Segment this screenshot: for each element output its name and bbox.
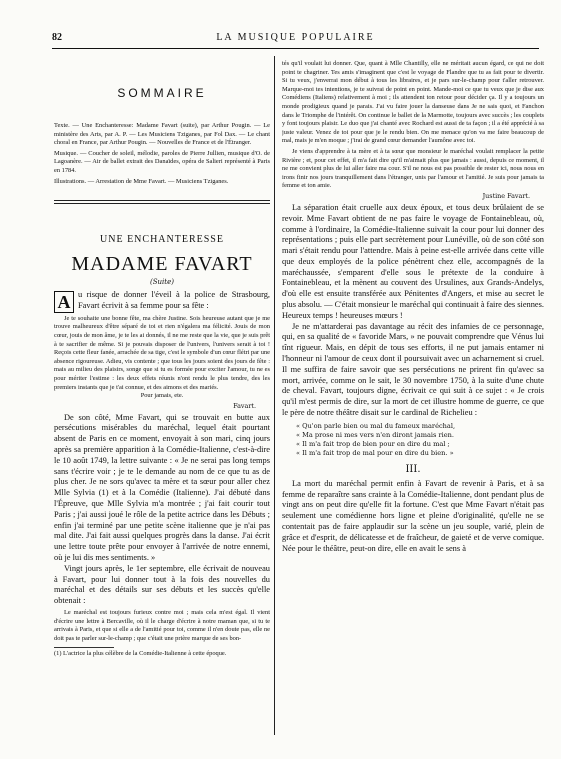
intro-block (54, 290, 270, 312)
page-number: 82 (52, 32, 62, 43)
body-paragraph-2: Vingt jours après, le 1er septembre, elle écrivait de nouveau à Favart, pour lui donner tout à la fois des nouvelles du maréchal et des détails sur ses débuts et les succès qu'elle obtenait : (54, 563, 270, 606)
body-paragraph-5: La mort du maréchal permit enfin à Favart de revenir à Paris, et à sa femme de reparaître sans crainte à la Comédie-Italienne, dont pendant plus de vingt ans on peut dire qu'elle fit la fortune. C'est que Mme Favart n'était pas seulement une comédienne hors ligne et pleine d'originalité, qu'elle ne se contentait pas de faire applaudir sur la scène un jeu souple, varié, plein de grâce et d'esprit, de délicatesse et de fraîcheur, de gaieté et de verve comique. Née pour le théâtre, peut-on dire, elle en avait le sens à (282, 478, 544, 553)
header-rule (52, 48, 539, 49)
journal-title: LA MUSIQUE POPULAIRE (216, 32, 375, 43)
letter-continuation: tés qu'il voulait lui donner. Que, quant à Mlle Chantilly, elle ne méritait aucun égard, ce qui ne doit point te chagriner. Tes amis s'imaginent que c'est le voyage de Flandre que tu as fait pour te divertir. Si tu veux, j'enverrai mon début à tous les libraires, et je pars sur-le-champ pour t'aller retrouver. Marque-moi tes intentions, je te suivrai de point en point. Mande-moi ce que tu veux que je dise aux Comédiens (Italiens) relativement à moi ; ils attendent ton retour pour décider ça. Il y a toujours un monde prodigieux quand je parais. J'ai vu faire jouer la danseuse dans Je ne sais quoi, et Fanchon dans le Triomphe de l'intérêt. On continue le ballet de la Marmotte, toujours avec succès ; les couplets y font toujours plaisir. Le duo que j'ai chanté avec Rochard est aussi de ta façon ; il a été apprécié à sa juste valeur. Venez de toi pour que je le rendu bien. On me menace qu'on va me faire beaucoup de mal, mais je m'en moque ; j'irai de grand cœur demander l'aumône avec toi. (282, 60, 544, 145)
footnote-rule (54, 647, 114, 648)
quote-line: « Qu'on parle bien ou mal du fameux maréchal, (296, 421, 456, 430)
letter-paragraph: Je te souhaite une bonne fête, ma chère Justine. Sois heureuse autant que je me trouve malheureux d'être séparé de toi et rien n'égalera ma félicité. Jouis de mon cœur, jouis de mon âme, je te les ai donnés, il ne me reste que la vie, que je suis prêt à te sacrifier de même. Si je pouvais disposer de l'univers, l'univers serait à toi ! Reçois cette fleur fanée, arrachée de sa tige, c'est le symbole d'un cœur flétri par une absence rigoureuse. Adieu, vis contente ; que tous les jours soient des jours de fête : mais au milieu des plaisirs, songe que si tu es formée pour exciter l'amour, tu ne es pour mériter l'estime : les deux effets réunis n'ont rendu le plus tendre, des les premiers instants que je t'ai connue, et des aimons et des mariés. (54, 314, 270, 391)
letter-signature: Favart. (233, 401, 256, 410)
body-paragraph-3: La séparation était cruelle aux deux époux, et tous deux brûlaient de se revoir. Mme Favart obtient de ne pas faire le voyage de Fontainebleau, où, comme à l'ordinaire, la Comédie-Italienne suivait la cour pour lui donner des représentations ; puis elle part secrètement pour Lunéville, où de son côté son mari s'était rendu pour l'attendre. Mais à peine est-elle arrivée dans cette ville que deux employés de la police pénètrent chez elle, accompagnés de la maréchaussée, s'emparent d'elle sous le prétexte de la conduire à Fontainebleau, et la mènent au couvent des Ursulines, aux Grands-Andelys, d'où elle est ensuite transférée aux Pénitentes d'Angers, et mise au secret le plus absolu. — C'était monsieur le maréchal qui continuait à faire des siennes. Heureux temps ! heureuses mœurs ! (282, 202, 544, 320)
letter-close: Pour jamais, ete. (140, 392, 184, 400)
intro-paragraph: u risque de donner l'éveil à la police de Strasbourg, Favart écrivit à sa femme pour sa fête : (78, 290, 270, 310)
quote-line: « Ma prose ni mes vers n'en diront jamais rien. (296, 430, 454, 439)
letter-signature-justine: Justine Favart. (482, 191, 530, 200)
epigram-quote (282, 422, 544, 458)
sommaire-title: SOMMAIRE (117, 86, 207, 100)
body-paragraph: De son côté, Mme Favart, qui se trouvait en butte aux persécutions misérables du maréchal, lequel était pourtant absent de Paris en ce moment, envoyait à son mari, cinq jours après sa première apparition à la Comédie-Italienne, c'est-à-dire le 10 août 1749, la lettre suivante : « Je ne serai pas long temps sans t'écrire voir ; je te le demande au nom de ce que tu as de plus cher. Je ne sors qu'avec ta mère et ta sœur pour aller chez Mlle Sylvia (1) et à la Comédie (Italienne). J'ai débuté dans l'Épreuve, que Mlle Sylvia m'a montrée ; j'ai fait courir tout Paris ; j'ai aussi joué le rôle de la petite actrice dans les Débuts ; enfin j'ai terminé par une petite scène italienne que je n'ai pas mal dite. J'ai fait aussi quelques progrès dans la danse. J'ai écrit une lettre toute prête pour envoyer à l'arrivée de notre ennemi, où je lui dis mes sentiments. » (54, 412, 270, 563)
letter-continuation-2: Je viens d'apprendre à ta mère et à ta sœur que monsieur le maréchal voulait remplacer la petite Rivière ; et, pour cet effet, il m'a fait dire qu'il m'aimait plus que jamais : aussi, depuis ce moment, il ne me convient plus de lui aller faire ma cour. S'il ne nous est pas possible de rester ici, nous nous en irons finir nos jours tranquillement dans l'étranger, unis par l'amour et l'amitié. Je suis pour jamais ta femme et ton amie. (282, 147, 544, 190)
body-paragraph-4: Je ne m'attarderai pas davantage au récit des infamies de ce personnage, qui, en sa qualité de « favoride Mars, » ne pouvait comprendre que Vénus lui tînt rigueur. Mais, en dépit de tous ses efforts, il ne put jamais entamer ni l'honneur ni l'amour de ceux dont il poursuivait avec un acharnement si cruel. Il me suffira de faire savoir que ses persécutions ne prirent fin qu'avec sa mort, arrivée, comme on le sait, le 30 novembre 1750, à la suite d'une chute de cheval. Favart, toujours digne, écrivait ce qui suit à ce sujet : « Je crois qu'il m'est permis de dire, sur la mort de cet illustre homme de guerre, ce que le père de notre théâtre disait sur le cardinal de Richelieu : (282, 321, 544, 418)
article-suite: (Suite) (150, 278, 174, 287)
article-title: MADAME FAVART (71, 253, 253, 276)
sommaire-illustrations: Illustrations. — Arrestation de Mme Favart. — Musiciens Tziganes. (54, 177, 229, 185)
sommaire-rule (54, 200, 270, 204)
article-kicker: UNE ENCHANTERESSE (100, 234, 224, 246)
sommaire-texte: Texte. — Une Enchanteresse: Madame Favart (suite), par Arthur Pougin. — Le ministère des Arts, par A. P. — Les Musiciens Tziganes, par Fol Dax. — Le chant choral en France, par Arthur Pougin. — Nouvelles de France et de l'Étranger. (54, 122, 270, 147)
letter-paragraph-2: Le maréchal est toujours furieux contre moi ; mais cela m'est égal. Il vient d'écrire une lettre à Bercaville, où il le charge d'écrire à notre maman que, si tu te arrivais à Paris, et que si elle a de l'amitié pour toi, comme il n'en doute pas, elle ne doit pas te parler sur-le-champ ; que c'était une prière marque de ses bon- (54, 609, 270, 642)
dropcap-letter: A (54, 291, 74, 313)
quote-line: « Il m'a fait trop de mal pour en dire du bien. » (296, 448, 454, 457)
section-heading: III. (405, 463, 421, 475)
column-divider (274, 56, 275, 735)
sommaire-block (54, 122, 270, 186)
quote-line: « Il m'a fait trop de bien pour en dire du mal ; (296, 439, 450, 448)
sommaire-musique: Musique. — Coucher de soleil, mélodie, paroles de Pierre Jullien, musique d'O. de Lagoanère. — Air de ballet extrait des Danaïdes, opéra de Salieri représenté à Paris en 1784. (54, 149, 270, 174)
footnote: (1) L'actrice la plus célèbre de la Comédie-Italienne à cette époque. (54, 650, 227, 658)
left-column (54, 60, 270, 739)
right-column (282, 60, 544, 739)
running-header (52, 30, 539, 48)
